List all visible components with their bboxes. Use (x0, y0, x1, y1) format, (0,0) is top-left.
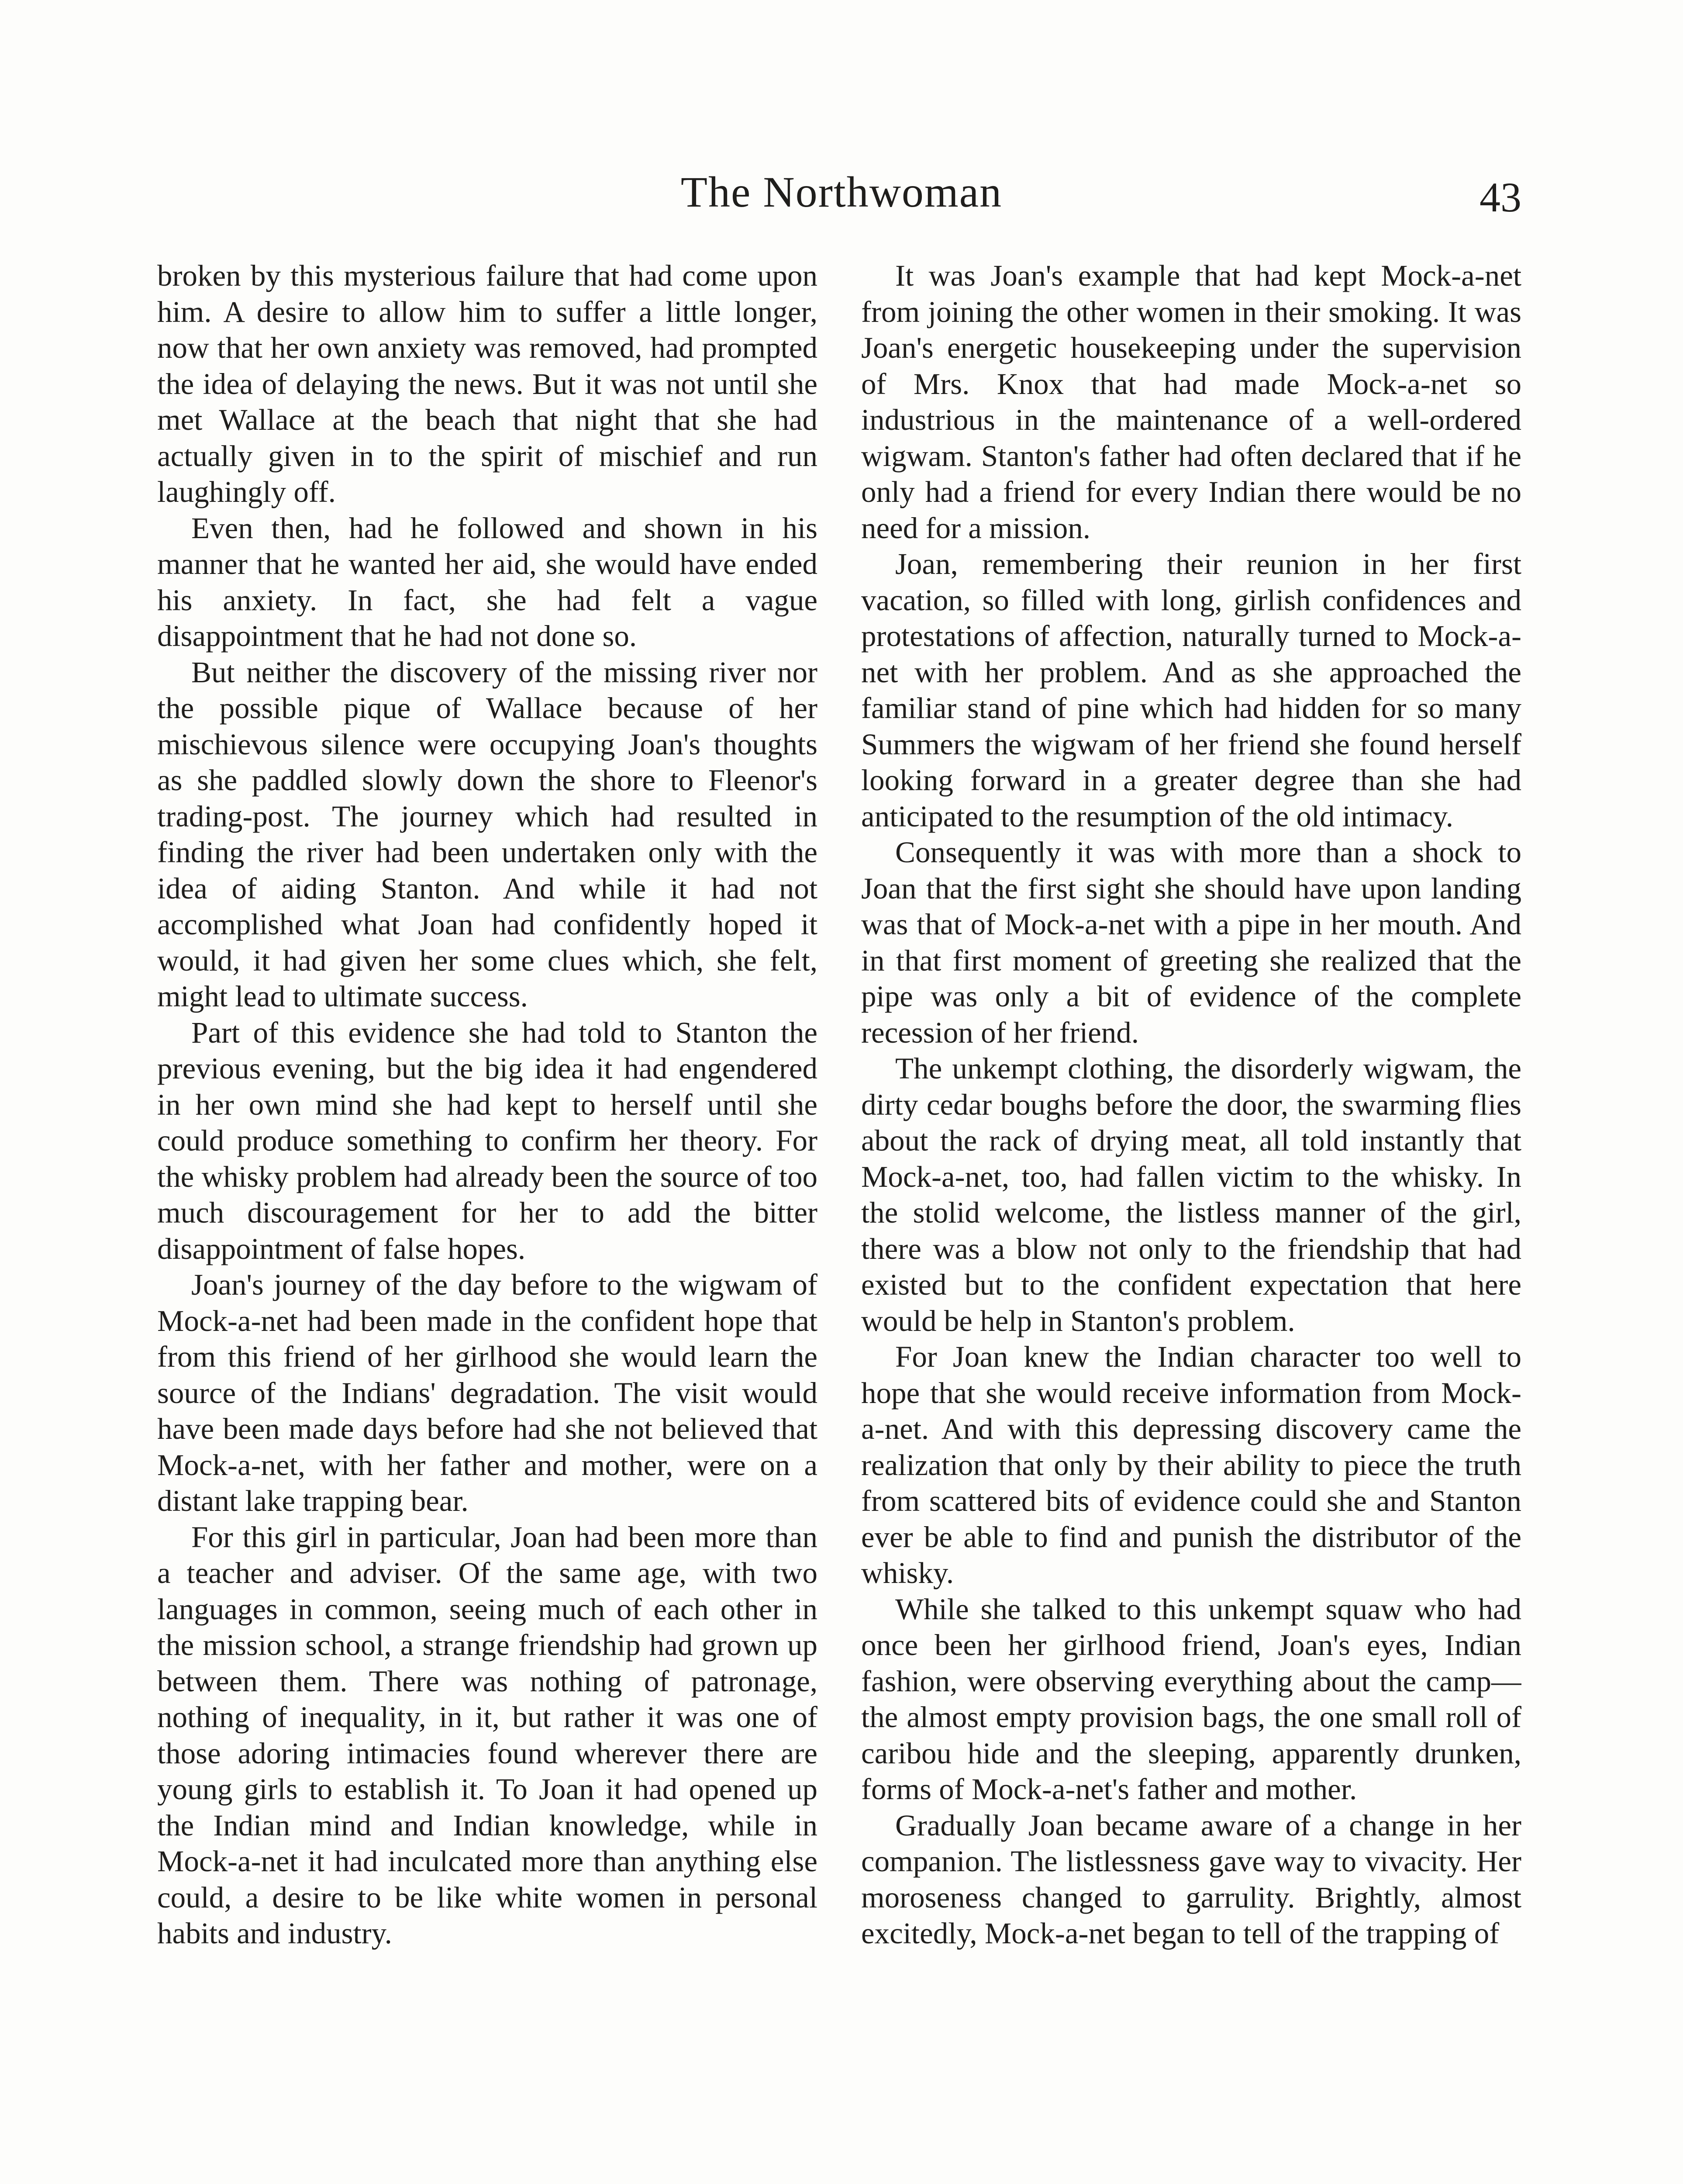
paragraph: Joan's journey of the day before to the wigwam of Mock-a-net had been made in the confident hope that from this friend of her girlhood she would learn the source of the Indians' degradation. The visit would have been made days before had she not believed that Mock-a-net, with her father and mother, were on a distant lake trapping bear. (157, 1268, 817, 1517)
paragraph: Joan, remembering their reunion in her first vacation, so filled with long, girlish confidences and protestations of affection, naturally turned to Mock-a-net with her problem. And as she approached the familiar stand of pine which had hidden for so many Summers the wigwam of her friend she found herself looking forward in a greater degree than she had anticipated to the resumption of the old intimacy. (861, 547, 1521, 833)
text-column-left (157, 258, 817, 2184)
text-column-right (861, 258, 1521, 2184)
paragraph: But neither the discovery of the missing river nor the possible pique of Wallace because of her mischievous silence were occupying Joan's thoughts as she paddled slowly down the shore to Fleenor's trading-post. The journey which had resulted in finding the river had been undertaken only with the idea of aiding Stanton. And while it had not accomplished what Joan had confidently hoped it would, it had given her some clues which, she felt, might lead to ultimate success. (157, 655, 817, 1013)
paragraph: For Joan knew the Indian character too well to hope that she would receive information from Mock-a-net. And with this depressing discovery came the realization that only by their ability to piece the truth from scattered bits of evidence could she and Stanton ever be able to find and punish the distributor of the whisky. (861, 1340, 1521, 1590)
paragraph: Part of this evidence she had told to Stanton the previous evening, but the big idea it had engendered in her own mind she had kept to herself until she could produce something to confirm her theory. For the whisky problem had already been the source of too much discouragement for her to add the bitter disappointment of false hopes. (157, 1016, 817, 1265)
paragraph: For this girl in particular, Joan had been more than a teacher and adviser. Of the same age, with two languages in common, seeing much of each other in the mission school, a strange friendship had grown up between them. There was nothing of patronage, nothing of inequality, in it, but rather it was one of those adoring intimacies found wherever there are young girls to establish it. To Joan it had opened up the Indian mind and Indian knowledge, while in Mock-a-net it had inculcated more than anything else could, a desire to be like white women in personal habits and industry. (157, 1520, 817, 1950)
paragraph: Even then, had he followed and shown in his manner that he wanted her aid, she would have ended his anxiety. In fact, she had felt a vague disappointment that he had not done so. (157, 511, 817, 653)
paragraph: It was Joan's example that had kept Mock-a-net from joining the other women in their smoking. It was Joan's energetic housekeeping under the supervision of Mrs. Knox that had made Mock-a-net so industrious in the maintenance of a well-ordered wigwam. Stanton's father had often declared that if he only had a friend for every Indian there would be no need for a mission. (861, 259, 1521, 545)
paragraph: broken by this mysterious failure that had come upon him. A desire to allow him to suffer a little longer, now that her own anxiety was removed, had prompted the idea of delaying the news. But it was not until she met Wallace at the beach that night that she had actually given in to the spirit of mischief and run laughingly off. (157, 259, 817, 508)
page-number: 43 (1480, 174, 1521, 221)
paragraph: While she talked to this unkempt squaw who had once been her girlhood friend, Joan's eyes, Indian fashion, were observing everything about the camp—the almost empty provision bags, the one small roll of caribou hide and the sleeping, apparently drunken, forms of Mock-a-net's father and mother. (861, 1592, 1521, 1806)
paragraph: The unkempt clothing, the disorderly wigwam, the dirty cedar boughs before the door, the swarming flies about the rack of drying meat, all told instantly that Mock-a-net, too, had fallen victim to the whisky. In the stolid welcome, the listless manner of the girl, there was a blow not only to the friendship that had existed but to the confident expectation that here would be help in Stanton's problem. (861, 1052, 1521, 1337)
paragraph: Consequently it was with more than a shock to Joan that the first sight she should have upon landing was that of Mock-a-net with a pipe in her mouth. And in that first moment of greeting she realized that the pipe was only a bit of evidence of the complete recession of her friend. (861, 836, 1521, 1049)
paragraph: Gradually Joan became aware of a change in her companion. The listlessness gave way to vivacity. Her moroseness changed to garrulity. Brightly, almost excitedly, Mock-a-net began to tell of the trapping of (861, 1808, 1521, 1950)
running-header-title: The Northwoman (680, 168, 1003, 216)
